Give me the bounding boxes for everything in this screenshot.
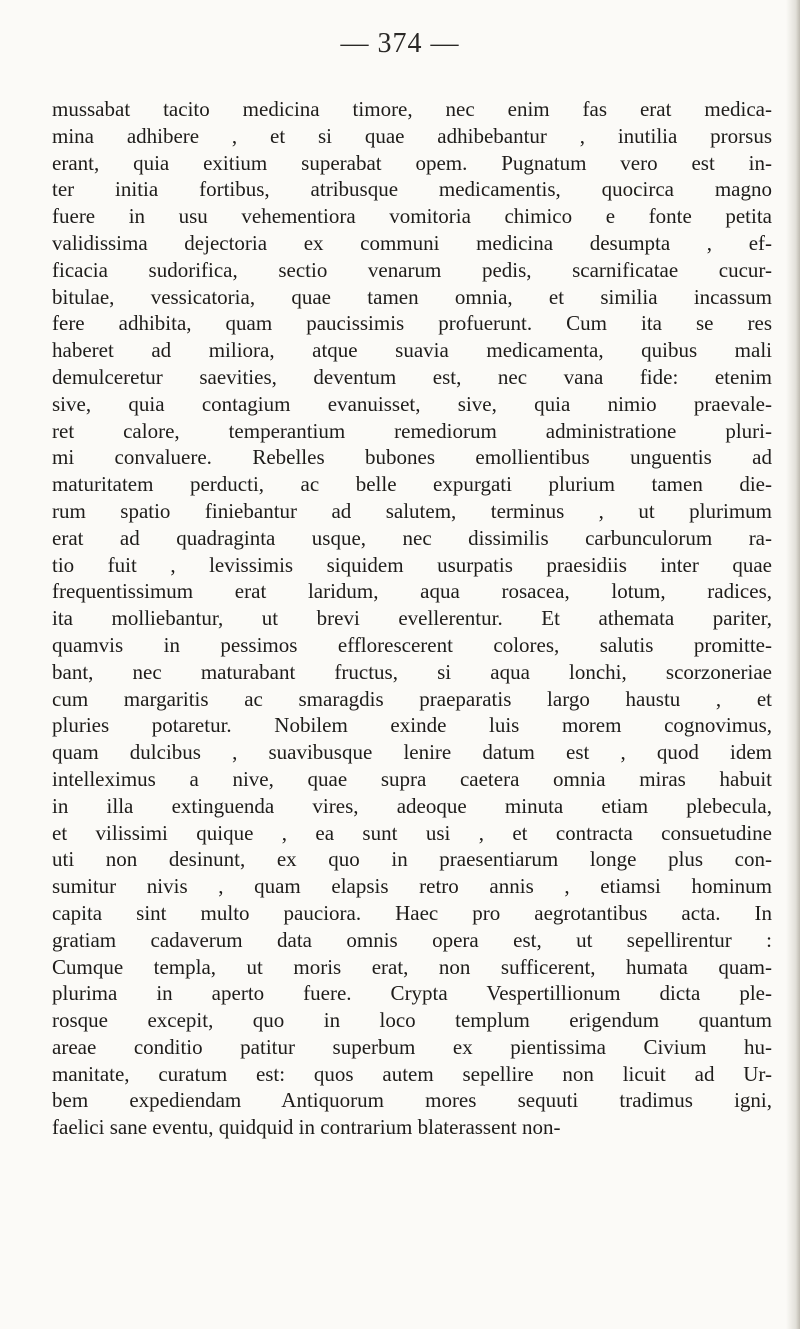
text-line: et vilissimi quique , ea sunt usi , et contracta consuetudine [52, 820, 772, 845]
text-line: Cumque templa, ut moris erat, non sufficerent, humata quam- [52, 954, 772, 979]
text-line: maturitatem perducti, ac belle expurgati plurium tamen die- [52, 472, 772, 497]
text-line: haberet ad miliora, atque suavia medicamenta, quibus mali [52, 338, 772, 363]
text-line: sumitur nivis , quam elapsis retro annis , etiamsi hominum [52, 874, 772, 899]
text-line: sive, quia contagium evanuisset, sive, quia nimio praevale- [52, 391, 772, 416]
text-line: bitulae, vessicatoria, quae tamen omnia, et similia incassum [52, 284, 772, 309]
text-line: plurima in aperto fuere. Crypta Vespertillionum dicta ple- [52, 981, 772, 1006]
text-line: capita sint multo pauciora. Haec pro aegrotantibus acta. In [52, 900, 772, 925]
text-line: quamvis in pessimos efflorescerent colores, salutis promitte- [52, 632, 772, 657]
text-line: tio fuit , levissimis siquidem usurpatis praesidiis inter quae [52, 552, 772, 577]
text-line: uti non desinunt, ex quo in praesentiarum longe plus con- [52, 847, 772, 872]
text-line: erat ad quadraginta usque, nec dissimilis carbunculorum ra- [52, 525, 772, 550]
text-line: rosque excepit, quo in loco templum erigendum quantum [52, 1008, 772, 1033]
text-line: ita molliebantur, ut brevi evellerentur. Et athemata pariter, [52, 606, 772, 631]
text-line: in illa extinguenda vires, adeoque minuta etiam plebecula, [52, 793, 772, 818]
text-line: manitate, curatum est: quos autem sepellire non licuit ad Ur- [52, 1061, 772, 1086]
text-line: ficacia sudorifica, sectio venarum pedis, scarnificatae cucur- [52, 257, 772, 282]
text-line: cum margaritis ac smaragdis praeparatis largo haustu , et [52, 686, 772, 711]
text-line: fere adhibita, quam paucissimis profuerunt. Cum ita se res [52, 311, 772, 336]
page-edge-shadow [786, 0, 800, 1329]
text-line: rum spatio finiebantur ad salutem, terminus , ut plurimum [52, 498, 772, 523]
text-line: gratiam cadaverum data omnis opera est, ut sepellirentur : [52, 927, 772, 952]
text-line: intelleximus a nive, quae supra caetera omnia miras habuit [52, 766, 772, 791]
text-line: ter initia fortibus, atribusque medicamentis, quocirca magno [52, 177, 772, 202]
text-line: ret calore, temperantium remediorum administratione pluri- [52, 418, 772, 443]
text-line: demulceretur saevities, deventum est, nec vana fide: etenim [52, 364, 772, 389]
text-line: erant, quia exitium superabat opem. Pugnatum vero est in- [52, 150, 772, 175]
text-line: pluries potaretur. Nobilem exinde luis morem cognovimus, [52, 713, 772, 738]
text-line: areae conditio patitur superbum ex pientissima Civium hu- [52, 1034, 772, 1059]
text-line: validissima dejectoria ex communi medicina desumpta , ef- [52, 230, 772, 255]
text-line: mussabat tacito medicina timore, nec enim fas erat medica- [52, 97, 772, 121]
text-line: fuere in usu vehementiora vomitoria chimico e fonte petita [52, 204, 772, 229]
text-line: bem expediendam Antiquorum mores sequuti tradimus igni, [52, 1088, 772, 1113]
text-line: faelici sane eventu, quidquid in contrarium blaterassent non- [52, 1115, 561, 1140]
text-line: mi convaluere. Rebelles bubones emollientibus unguentis ad [52, 445, 772, 470]
body-text [52, 96, 772, 1141]
text-line: mina adhibere , et si quae adhibebantur , inutilia prorsus [52, 123, 772, 148]
text-line: quam dulcibus , suavibusque lenire datum est , quod idem [52, 740, 772, 765]
text-line: bant, nec maturabant fructus, si aqua lonchi, scorzoneriae [52, 659, 772, 684]
page-number: — 374 — [340, 28, 460, 59]
text-line: frequentissimum erat laridum, aqua rosacea, lotum, radices, [52, 579, 772, 604]
